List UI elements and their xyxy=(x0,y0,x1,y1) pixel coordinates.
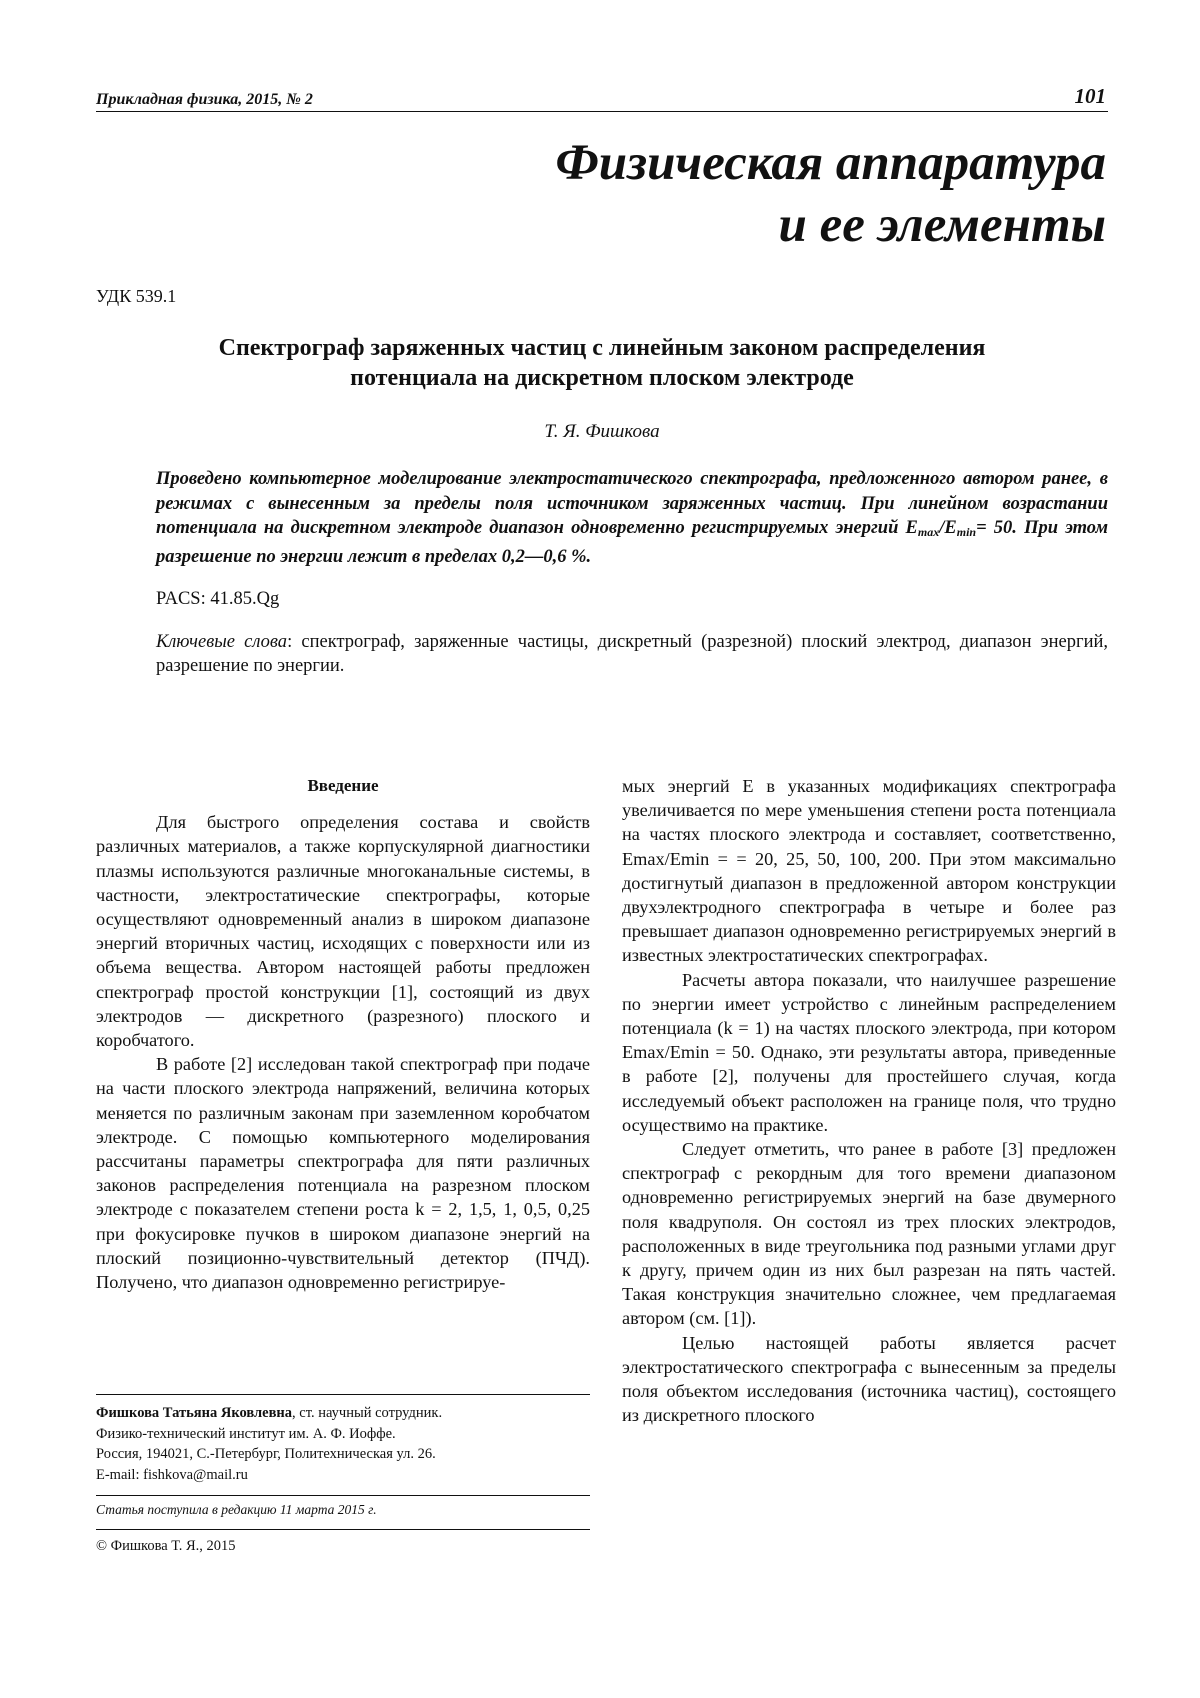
left-column xyxy=(96,774,590,1554)
article-title-line1: Спектрограф заряженных частиц с линейным законом распределения xyxy=(218,335,986,361)
received-date: Статья поступила в редакцию 11 марта 2015 г. xyxy=(96,1495,590,1521)
abstract-slash: /E xyxy=(939,518,957,538)
keywords-text: : спектрограф, заряженные частицы, дискретный (разрезной) плоский электрод, диапазон энергий, разрешение по энергии. xyxy=(156,632,1108,676)
pacs-code: PACS: 41.85.Qg xyxy=(156,589,280,609)
running-head xyxy=(96,84,1108,112)
section-title-line2: и ее элементы xyxy=(778,197,1106,253)
journal-name: Прикладная физика, 2015, № 2 xyxy=(96,91,313,108)
footnote-email: E-mail: fishkova@mail.ru xyxy=(96,1466,248,1483)
abstract-part1: Проведено компьютерное моделирование электростатического спектрографа, предложенного автором ранее, в режимах с вынесенным за пределы поля источником заряженных частиц. При линейном возрастании потенциала на дискретном электроде диапазон одновременно регистрируемых энергий E xyxy=(156,469,1108,538)
paragraph: мых энергий E в указанных модификациях спектрографа увеличивается по мере уменьшения степени роста потенциала на частях плоского электрода и составляет, соответственно, Emax/Emin = = 20, 25, 50, 100, 200. При этом максимально достигнутый диапазон в предложенной автором конструкции двухэлектродного спектрографа в четыре и более раз превышает диапазон одновременно регистрируемых энергий в известных электростатических спектрографах. xyxy=(622,776,1116,966)
article-title-line2: потенциала на дискретном плоском электроде xyxy=(350,365,854,391)
abstract xyxy=(156,467,1108,569)
section-title xyxy=(96,132,1106,256)
copyright: © Фишкова Т. Я., 2015 xyxy=(96,1529,590,1557)
footnote-position: , ст. научный сотрудник. xyxy=(292,1405,443,1421)
footnote-author xyxy=(96,1403,590,1424)
footnote-institute: Физико-технический институт им. А. Ф. Иоффе. xyxy=(96,1425,396,1442)
abstract-sub-min: min xyxy=(956,525,977,539)
paragraph: В работе [2] исследован такой спектрограф при подаче на части плоского электрода напряжений, величина которых меняется по различным законам при заземленном коробчатом электроде. С помощью компьютерного моделирования рассчитаны параметры спектрографа для пяти различных законов распределения потенциала на разрезном плоском электроде с показателем степени роста k = 2, 1,5, 1, 0,5, 0,25 при фокусировке пучков в широком диапазоне энергий на плоский позиционно-чувствительный детектор (ПЧД). Получено, что диапазон одновременно регистрируе- xyxy=(96,1054,590,1293)
intro-heading: Введение xyxy=(307,776,379,795)
right-column xyxy=(622,774,1116,1427)
footnote-address: Россия, 194021, С.-Петербург, Политехническая ул. 26. xyxy=(96,1446,436,1462)
author-footnote xyxy=(96,1394,590,1556)
page xyxy=(96,84,1116,1554)
abstract-sub-max: max xyxy=(917,525,940,539)
keywords xyxy=(156,630,1108,678)
udk-code: УДК 539.1 xyxy=(96,286,177,306)
paragraph: Расчеты автора показали, что наилучшее разрешение по энергии имеет устройство с линейным распределением потенциала (k = 1) на частях плоского электрода, при котором Emax/Emin = 50. Однако, эти результаты автора, приведенные в работе [2], получены для простейшего случая, когда исследуемый объект расположен на границе поля, что трудно осуществимо на практике. xyxy=(622,969,1116,1135)
abstract-part2: = 50. При этом разрешение по энергии лежит в пределах 0,2—0,6 %. xyxy=(156,518,1108,567)
page-number: 101 xyxy=(1074,84,1106,108)
author: Т. Я. Фишкова xyxy=(544,421,660,442)
keywords-label: Ключевые слова xyxy=(156,632,288,652)
paragraph: Следует отметить, что ранее в работе [3] предложен спектрограф с рекордным для того времени диапазоном одновременно регистрируемых энергий на базе двумерного поля квадруполя. Он состоял из трех плоских электродов, расположенных в виде треугольника под разными углами друг к другу, причем один из них был разрезан на пять частей. Такая конструкция значительно сложнее, чем предлагаемая автором (см. [1]). xyxy=(622,1139,1116,1329)
section-title-line1: Физическая аппаратура xyxy=(555,135,1106,191)
paragraph: Целью настоящей работы является расчет электростатического спектрографа с вынесенным за пределы поля объектом исследования (источника частиц), состоящего из дискретного плоского xyxy=(622,1332,1116,1426)
body-columns xyxy=(96,774,1116,1674)
article-title xyxy=(96,333,1108,393)
paragraph: Для быстрого определения состава и свойств различных материалов, а также корпускулярной диагностики плазмы используются различные многоканальные системы, в частности, электростатические спектрографы, которые осуществляют одновременный анализ в широком диапазоне энергий вторичных частиц, исходящих с поверхности или из объема вещества. Автором настоящей работы предложен спектрограф простой конструкции [1], состоящий из двух электродов — дискретного (разрезного) плоского и коробчатого. xyxy=(96,812,590,1051)
footnote-name: Фишкова Татьяна Яковлевна xyxy=(96,1405,293,1421)
